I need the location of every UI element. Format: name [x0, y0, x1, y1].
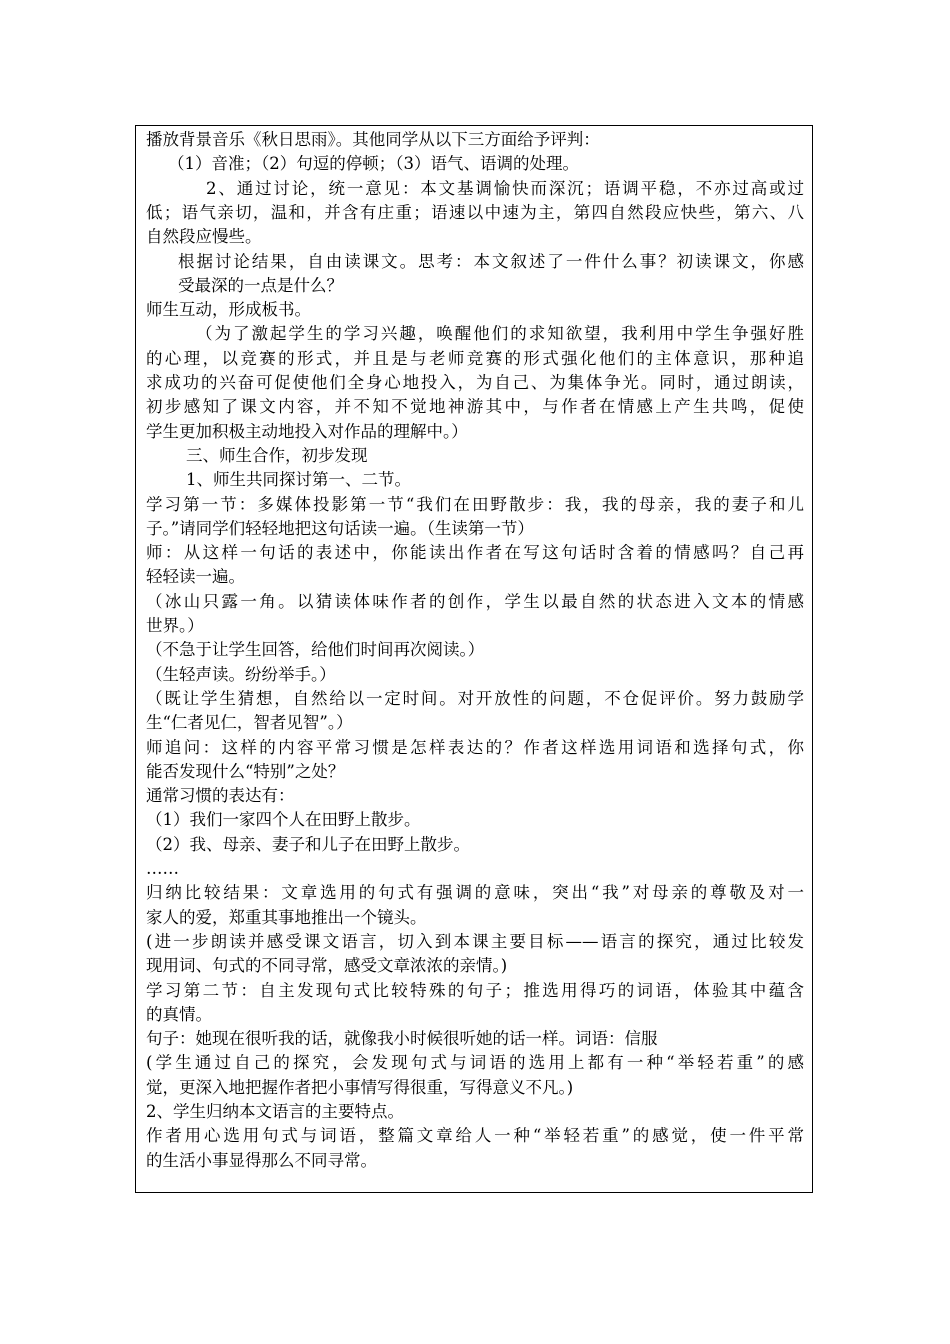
text-line: 师：从这样一句话的表述中，你能读出作者在写这句话时含着的情感吗？自己再	[146, 543, 804, 563]
text-line: 2、通过讨论，统一意见：本文基调愉快而深沉；语调平稳，不亦过高或过	[206, 178, 804, 198]
text-line: 师追问：这样的内容平常习惯是怎样表达的？作者这样选用词语和选择句式，你	[146, 737, 804, 757]
text-line: 学习第一节：多媒体投影第一节“我们在田野散步：我，我的母亲，我的妻子和儿	[146, 494, 804, 514]
text-line: （冰山只露一角。以猜读体味作者的创作，学生以最自然的状态进入文本的情感	[146, 591, 804, 611]
text-line: 的心理，以竞赛的形式，并且是与老师竞赛的形式强化他们的主体意识，那种追	[146, 348, 804, 368]
text-line: 三、师生合作，初步发现	[186, 445, 368, 465]
text-line: （2）我、母亲、妻子和儿子在田野上散步。	[146, 834, 470, 854]
text-line: （1）音准；（2）句逗的停顿；（3）语气、语调的处理。	[168, 154, 579, 174]
text-line: （为了激起学生的学习兴趣，唤醒他们的求知欲望，我利用中学生争强好胜	[196, 324, 804, 344]
text-line: 师生互动，形成板书。	[146, 300, 311, 320]
text-line: 轻轻读一遍。	[146, 567, 245, 587]
text-line: 受最深的一点是什么？	[178, 275, 343, 295]
text-line: 学生更加积极主动地投入对作品的理解中。）	[146, 421, 468, 441]
text-line: 的真情。	[146, 1004, 212, 1024]
text-line: 现用词、句式的不同寻常，感受文章浓浓的亲情。)	[146, 956, 508, 976]
text-line: 句子：她现在很听我的话，就像我小时候很听她的话一样。词语：信服	[146, 1029, 658, 1049]
text-line: 通常习惯的表达有：	[146, 786, 295, 806]
text-line: 归纳比较结果：文章选用的句式有强调的意味，突出“我”对母亲的尊敬及对一	[146, 883, 804, 903]
text-line: 作者用心选用句式与词语，整篇文章给人一种“举轻若重”的感觉，使一件平常	[146, 1126, 804, 1146]
text-line: 1、师生共同探讨第一、二节。	[186, 470, 411, 490]
text-line: 自然段应慢些。	[146, 227, 262, 247]
text-line: 播放背景音乐《秋日思雨》。其他同学从以下三方面给予评判：	[146, 130, 600, 149]
text-line: 根据讨论结果，自由读课文。思考：本文叙述了一件什么事？初读课文，你感	[178, 251, 804, 271]
text-line: 觉，更深入地把握作者把小事情写得很重，写得意义不凡。)	[146, 1077, 574, 1097]
text-line: （既让学生猜想，自然给以一定时间。对开放性的问题，不仓促评价。努力鼓励学	[146, 688, 804, 708]
lesson-plan-table-cell	[135, 125, 813, 1193]
text-line: 能否发现什么“特别”之处？	[146, 761, 345, 781]
text-line: (进一步朗读并感受课文语言，切入到本课主要目标——语言的探究，通过比较发	[146, 931, 804, 951]
text-line: 世界。）	[146, 616, 204, 635]
text-line: （不急于让学生回答，给他们时间再次阅读。）	[146, 640, 485, 660]
text-line: 家人的爱，郑重其事地推出一个镜头。	[146, 907, 427, 927]
text-line: 求成功的兴奋可促使他们全身心地投入，为自己、为集体争光。同时，通过朗读，	[146, 373, 804, 392]
text-line: 初步感知了课文内容，并不知不觉地神游其中，与作者在情感上产生共鸣，促使	[146, 397, 804, 417]
text-line: (学生通过自己的探究，会发现句式与词语的选用上都有一种“举轻若重”的感	[146, 1053, 804, 1073]
text-line: 生“仁者见仁，智者见智”。）	[146, 713, 353, 733]
text-line: 2、学生归纳本文语言的主要特点。	[146, 1102, 404, 1121]
text-line: 低；语气亲切，温和，并含有庄重；语速以中速为主，第四自然段应快些，第六、八	[146, 202, 804, 222]
text-line: （生轻声读。纷纷举手。）	[146, 664, 336, 684]
text-line: 学习第二节：自主发现句式比较特殊的句子；推选用得巧的词语，体验其中蕴含	[146, 980, 804, 1000]
text-line: 子。”请同学们轻轻地把这句话读一遍。（生读第一节）	[146, 518, 534, 538]
text-line: 的生活小事显得那么不同寻常。	[146, 1150, 377, 1170]
text-line: （1）我们一家四个人在田野上散步。	[146, 810, 421, 830]
text-line: ……	[146, 859, 179, 878]
